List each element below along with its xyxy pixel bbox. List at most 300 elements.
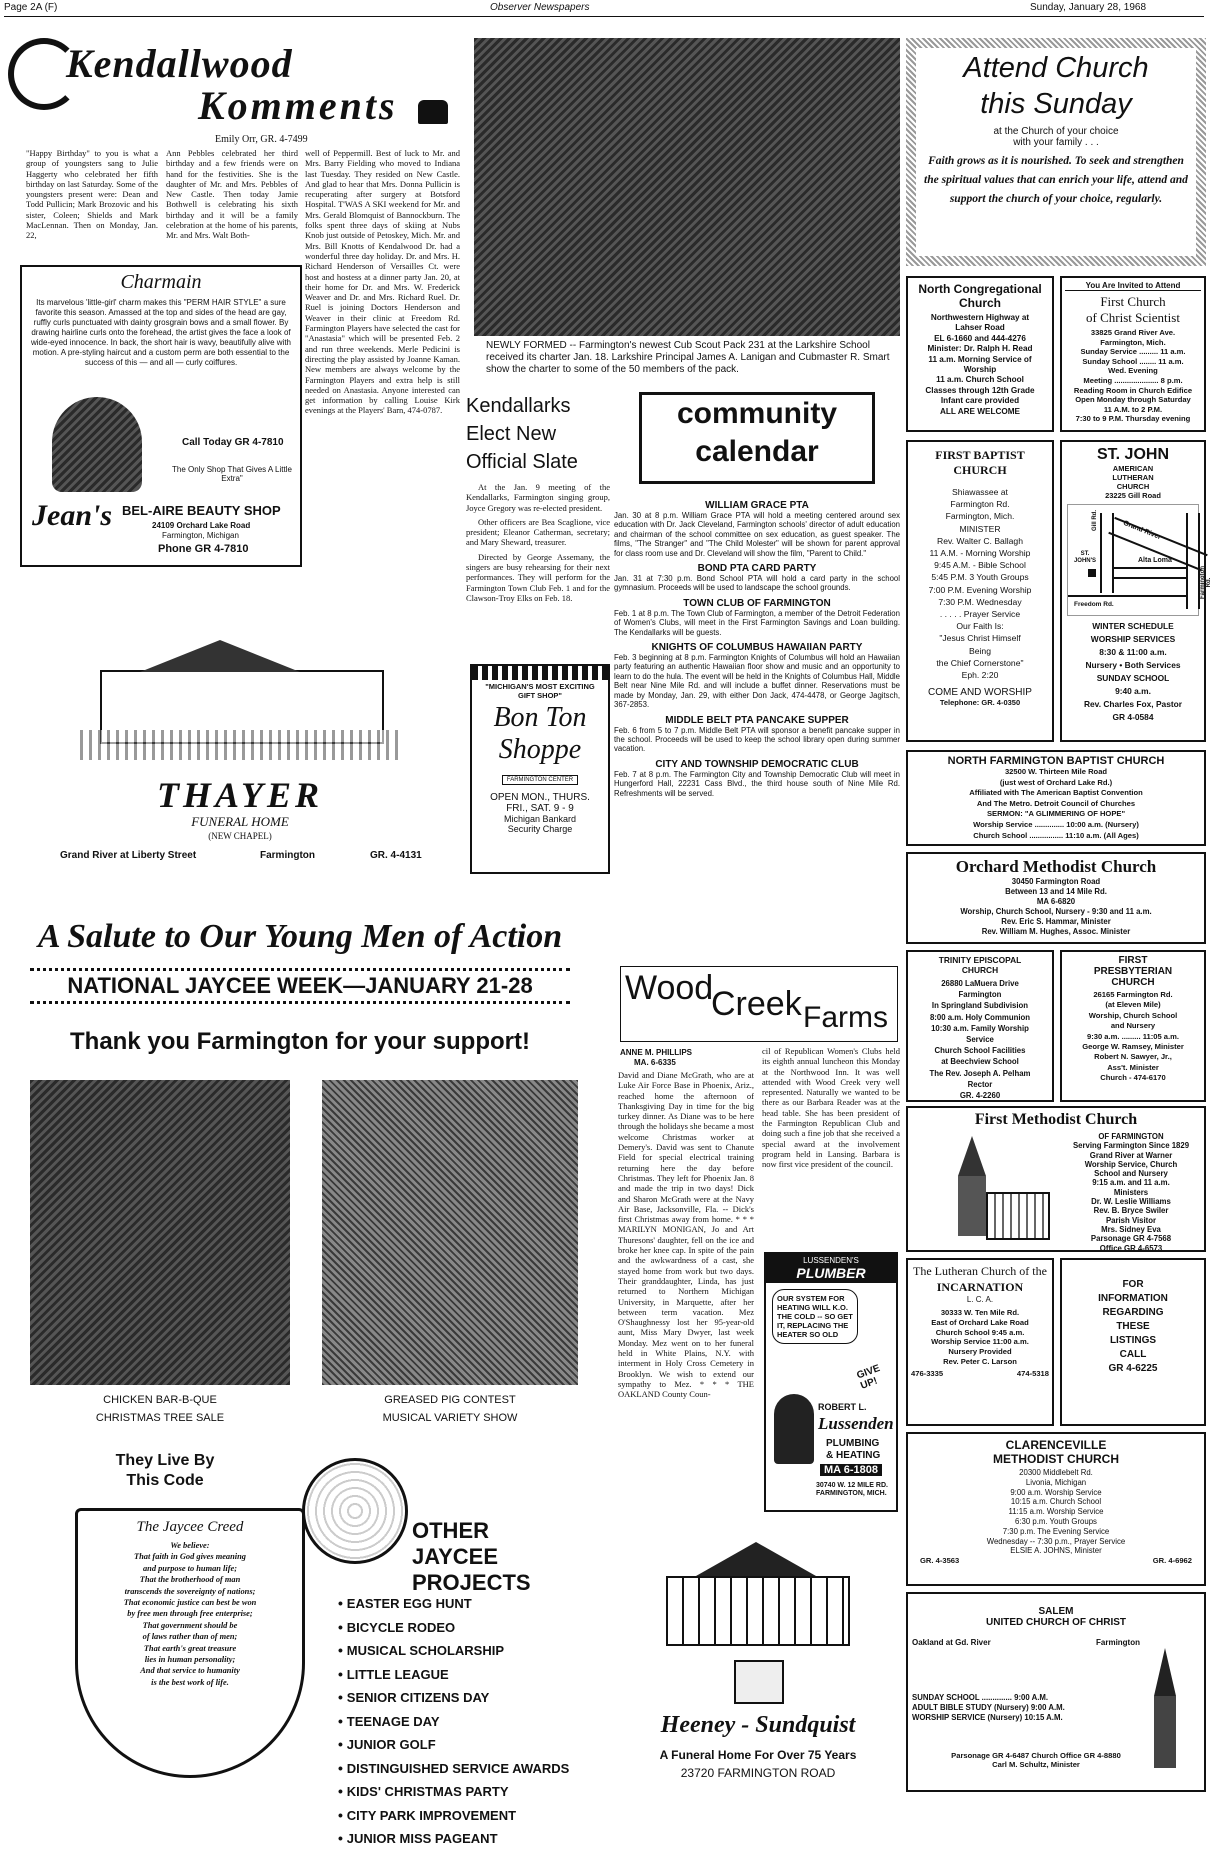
creed-line: And that service to humanity bbox=[140, 1666, 240, 1676]
listing-line: Ass't. Minister bbox=[1107, 1062, 1159, 1072]
calendar-title2: calendar bbox=[695, 435, 819, 468]
bonton-hours2: FRI., SAT. 9 - 9 bbox=[506, 803, 574, 814]
thayer-phone: GR. 4-4131 bbox=[370, 850, 422, 861]
listing-line: 9:30 a.m. ......... 11:05 a.m. bbox=[1086, 1031, 1180, 1041]
st-john-map bbox=[1067, 504, 1212, 616]
listing-line: Being bbox=[969, 645, 991, 656]
attend-church-banner bbox=[906, 38, 1206, 266]
listing-line: 7:30 to 9 P.M. Thursday evening bbox=[1075, 414, 1191, 424]
paper-name: Observer Newspapers bbox=[490, 2, 590, 13]
listing-line: 11 A.M. to 2 P.M. bbox=[1103, 404, 1163, 414]
thayer-sub: FUNERAL HOME bbox=[191, 814, 289, 829]
plumber-tag: LUSSENDEN'S bbox=[803, 1256, 859, 1265]
live-by-2: This Code bbox=[126, 1472, 204, 1489]
listing-line: SUNDAY SCHOOL bbox=[1096, 673, 1170, 683]
woodcreek-w2: Creek bbox=[711, 985, 802, 1023]
plumber-name: Lussenden bbox=[818, 1414, 894, 1433]
attend-line1: Attend Church bbox=[963, 52, 1149, 84]
project-item: • DISTINGUISHED SERVICE AWARDS bbox=[338, 1757, 598, 1781]
listing-line: 33825 Grand River Ave. bbox=[1090, 328, 1176, 337]
listing-line: Robert N. Sawyer, Jr., bbox=[1094, 1052, 1172, 1062]
listing-line: And The Metro. Detroit Council of Churches bbox=[976, 798, 1136, 808]
christ-sci-title2: of Christ Scientist bbox=[1086, 310, 1180, 325]
listing-line: GR 4-0584 bbox=[1112, 712, 1154, 722]
jaycee-emblem bbox=[302, 1458, 408, 1564]
listing-line: 23225 Gill Road bbox=[1105, 491, 1161, 500]
listing-line: Rector bbox=[967, 1079, 993, 1089]
listing-line: Our Faith Is: bbox=[956, 621, 1004, 632]
listing-line: WINTER SCHEDULE bbox=[1092, 621, 1174, 631]
creed-shield bbox=[75, 1508, 305, 1778]
pig-contest-photo bbox=[322, 1080, 578, 1385]
thayer-building-drawing bbox=[80, 620, 400, 770]
kendallwood-title: Kendallwood bbox=[66, 41, 293, 86]
map-farmington-road bbox=[1186, 513, 1200, 609]
for-info-box bbox=[1060, 1258, 1206, 1426]
telephone-icon bbox=[418, 100, 448, 124]
salem-minister: Carl M. Schultz, Minister bbox=[992, 1760, 1080, 1769]
st-john-sub bbox=[1065, 464, 1201, 500]
salem-title1: SALEM bbox=[1038, 1606, 1074, 1617]
kendallarks-h1: Kendallarks bbox=[466, 395, 571, 417]
clar-title1: CLARENCEVILLE bbox=[1005, 1438, 1107, 1452]
calendar-event-body: Feb. 1 at 8 p.m. The Town Club of Farmington, a member of the Detroit Federation of Women's Clubs, will meet in the First Farmington Savings and Loan building. The Kendallarks will be guests. bbox=[614, 608, 900, 637]
plumber-line2: & HEATING bbox=[826, 1450, 881, 1461]
listing-line: CHURCH bbox=[1116, 482, 1150, 491]
christ-scientist-box bbox=[1060, 276, 1206, 432]
calendar-event-body: Jan. 30 at 8 p.m. William Grace PTA will hold a meeting centered around sex education with Dr. Jack Cleveland, Farmington schools' director of adult education and chairman of the school committee on sex education, as guest speaker. The films, "The Stranger" and "The Child Molester" will be shown for parent approval for class room use and Dr. Cleveland will show the film, "Parent to Child." bbox=[614, 511, 900, 558]
project-item: • CITY PARK IMPROVEMENT bbox=[338, 1804, 598, 1828]
listing-line: 11 A.M. - Morning Worship bbox=[929, 548, 1031, 559]
plumber-bubble: OUR SYSTEM FOR HEATING WILL K.O. THE COLD -- SO GET IT, REPLACING THE HEATER SO OLD bbox=[772, 1289, 858, 1344]
heeney-address: 23720 FARMINGTON ROAD bbox=[680, 1766, 836, 1780]
listing-line: Worship Service 11:00 a.m. bbox=[931, 1337, 1029, 1347]
masthead-rule bbox=[4, 16, 1204, 17]
luth-phone1: 476-3335 bbox=[911, 1368, 944, 1378]
orchard-lines bbox=[911, 877, 1201, 937]
kendallwood-col3: well of Peppermill. Best of luck to Mr. and Mrs. Barry Fielding who moved to Indiana last Tuesday. They resided on New Castle. And glad to hear that Mrs. Donna Pullicin is recuperating after surgery at Botsford Hospital. T'WAS A SKI weekend for Mr. and Mrs. Gerald Blomquist of Bannockburn. The folks spent three days of skiing at Nubs Knob just outside of Petoskey, Mich. Mr. and Mrs. Bill Knotts of Kendalwood Dr. had a wonderful three day holiday. Dr. and Mrs. H. Richard Henderson of Versailles Ct. were host and hostess at a dinner party Jan. 20, at their home for Dr. and Mrs. W. Frederick Weaver and Dr. and Mrs. Richard Ruel. Dr. Ruel is joining Doctors Henderson and Weaver in their clinic at Freedom Rd. Farmington Players have selected the cast for "Anastasia" which will be presented Feb. 2 and run three weekends. Merle Pedicini is directing the play assisted by Joanne Kaman. New members are always welcome by the Farmington Players and extra help is still needed on Anastasia. Anyone interested can get information by calling Louise Kirk evenings at the Players' Barn, 474-0787. bbox=[305, 148, 460, 416]
calendar-event-head: BOND PTA CARD PARTY bbox=[697, 563, 817, 575]
attend-sub2: with your family . . . bbox=[1013, 137, 1099, 148]
listing-line: THESE bbox=[1116, 1321, 1150, 1332]
scout-photo-caption: NEWLY FORMED -- Farmington's newest Cub Scout Pack 231 at the Larkshire School received its charter Jan. 18. Larkshire Principal James A. Lanigan and Cubmaster R. Smart show the charter to some of the 50 members of the pack. bbox=[486, 340, 890, 375]
north-cong-lines bbox=[912, 313, 1048, 417]
listing-line: Farmington bbox=[958, 990, 1002, 1000]
kendallarks-p3: Directed by George Assemany, the singers are busy rehearsing for their next performances. They will perform for the Farmington Town Club Feb. 1 and for the Clawson-Troy Elks on Feb. 18. bbox=[466, 551, 610, 603]
listing-line: 26165 Farmington Rd. bbox=[1093, 990, 1173, 999]
calendar-event-head: WILLIAM GRACE PTA bbox=[705, 500, 809, 511]
heeney-name: Heeney - Sundquist bbox=[660, 1712, 856, 1738]
kendallarks-p2: Other officers are Bea Scaglione, vice president; Eleanor Catherman, secretary; and Mary Sheward, treasurer. bbox=[466, 516, 610, 548]
listing-line: GR. 4-2260 bbox=[959, 1091, 1001, 1101]
listing-line: Classes through 12th Grade bbox=[925, 385, 1035, 395]
north-cong-title: North Congregational Church bbox=[918, 282, 1042, 310]
listing-line: 11 a.m. Morning Service of bbox=[928, 354, 1032, 364]
listing-line: Shiawassee at bbox=[952, 487, 1008, 497]
listing-line: 8:30 & 11:00 a.m. bbox=[1099, 647, 1167, 657]
luth-title3: L. C. A. bbox=[966, 1295, 994, 1304]
pres-title3: CHURCH bbox=[1111, 977, 1155, 988]
model-portrait bbox=[52, 397, 142, 492]
listing-line: Rev. Charles Fox, Pastor bbox=[1083, 699, 1183, 709]
listing-line: 11 a.m. Church School bbox=[936, 375, 1024, 385]
listing-line: Ministers bbox=[1113, 1187, 1149, 1197]
luth-title2: INCARNATION bbox=[936, 1280, 1024, 1294]
listing-line: (just west of Orchard Lake Rd.) bbox=[999, 777, 1113, 787]
calendar-title1: community bbox=[676, 397, 838, 430]
creed-line: of laws rather than of men; bbox=[142, 1632, 238, 1642]
woodcreek-col2: cil of Republican Women's Clubs held its eighth annual luncheon this Monday at the Northwood Inn. It was well attended with Wood Creek very well represented. Naturally we wanted to be there as our Barbara Reader was at the head table. She has been president of the Farmington Republican Club and doing such a fine job that she received a special award at the involvement program held in Lansing. Barbara is now first vice president of the council. bbox=[762, 1046, 900, 1170]
live-by-1: They Live By bbox=[115, 1452, 215, 1469]
salem-city: Farmington bbox=[1096, 1638, 1140, 1647]
listing-line: 7:30 P.M. Wednesday bbox=[938, 596, 1022, 607]
bbq-caption2: CHRISTMAS TREE SALE bbox=[95, 1412, 225, 1424]
trinity-box bbox=[906, 950, 1054, 1102]
project-item: • TEENAGE DAY bbox=[338, 1710, 598, 1734]
kendallarks-p1: At the Jan. 9 meeting of the Kendallarks, Farmington singing group, Joyce Gregory was re-elected president. bbox=[466, 482, 610, 513]
listing-line: 30333 W. Ten Mile Rd. bbox=[940, 1308, 1020, 1317]
page-number: Page 2A (F) bbox=[4, 2, 58, 13]
heeney-drawing bbox=[656, 1536, 856, 1646]
listing-line: Sunday Service ......... 11 a.m. bbox=[1080, 347, 1186, 357]
attend-sub1: at the Church of your choice bbox=[993, 126, 1119, 137]
issue-date: Sunday, January 28, 1968 bbox=[1030, 2, 1147, 13]
listing-line: Wed. Evening bbox=[1108, 366, 1158, 376]
listing-line: 5:45 P.M. 3 Youth Groups bbox=[931, 572, 1029, 583]
plumber-phone: MA 6-1808 bbox=[820, 1464, 882, 1476]
listing-line: Serving Farmington Since 1829 bbox=[1072, 1141, 1190, 1151]
creed-lines bbox=[88, 1540, 292, 1688]
first-baptist-come: COME AND WORSHIP bbox=[928, 687, 1032, 699]
listing-line: WORSHIP SERVICES bbox=[1090, 634, 1176, 644]
map-freedom-label: Freedom Rd. bbox=[1074, 601, 1114, 608]
listing-line: Between 13 and 14 Mile Rd. bbox=[1005, 887, 1107, 896]
first-pres-box bbox=[1060, 950, 1206, 1102]
listing-line: Grand River at Warner bbox=[1089, 1150, 1173, 1160]
fm-church-drawing bbox=[918, 1136, 1048, 1244]
nfb-lines bbox=[911, 767, 1201, 841]
plumber-figure bbox=[774, 1394, 814, 1464]
bbq-photo bbox=[30, 1080, 290, 1385]
listing-line: Infant care provided bbox=[940, 396, 1020, 406]
listing-line: Farmington, Mich. bbox=[945, 511, 1015, 522]
pres-title2: PRESBYTERIAN bbox=[1093, 966, 1173, 977]
calendar-event-body: Feb. 6 from 5 to 7 p.m. Middle Belt PTA will sponsor a benefit pancake supper in the school. Proceeds will be used to keep the school library open during summer vacation. bbox=[614, 725, 900, 754]
salem-box bbox=[906, 1592, 1206, 1792]
attend-line2: this Sunday bbox=[980, 88, 1132, 120]
plumber-robert: ROBERT L. bbox=[818, 1402, 867, 1412]
calendar-event-head: KNIGHTS OF COLUMBUS HAWAIIAN PARTY bbox=[651, 642, 863, 654]
project-list bbox=[338, 1592, 598, 1851]
listing-line: the Chief Cornerstone" bbox=[936, 657, 1024, 668]
bonton-stripes bbox=[472, 666, 608, 680]
kendallwood-col2: Ann Pebbles celebrated her third birthday and a few friends were on hand for the festivities. She is the daughter of Mr. and Mrs. Pebbles of New Castle. Then today Jamie Bothwell is celebrating his sixth birthday and it will be a family celebration at the home of his parents, Mr. and Mrs. Walt Both- bbox=[166, 148, 298, 241]
listing-line: Parsonage GR 4-7568 bbox=[1090, 1234, 1172, 1244]
charmain-call: Call Today GR 4-7810 bbox=[182, 437, 284, 448]
christ-sci-lines bbox=[1065, 328, 1201, 424]
salem-parsonage: Parsonage GR 4-6487 Church Office GR 4-8880 bbox=[951, 1751, 1121, 1760]
listing-line: OF FARMINGTON bbox=[1098, 1132, 1164, 1141]
listing-line: EL 6-1660 and 444-4276 bbox=[934, 333, 1026, 343]
map-alta-road bbox=[1112, 567, 1186, 579]
project-item: • SENIOR CITIZENS DAY bbox=[338, 1686, 598, 1710]
thayer-address: Grand River at Liberty Street bbox=[60, 850, 197, 861]
attend-faith: Faith grows as it is nourished. To seek and strengthen the spiritual values that can enrich your life, attend and support the church of your choice, regularly. bbox=[924, 155, 1188, 205]
bonton-ad bbox=[470, 664, 610, 874]
creed-line: That the brotherhood of man bbox=[139, 1575, 241, 1585]
calendar-event-head: MIDDLE BELT PTA PANCAKE SUPPER bbox=[665, 714, 849, 726]
project-item: • JUNIOR MISS PAGEANT bbox=[338, 1827, 598, 1851]
kendallwood-col1: "Happy Birthday" to you is what a group of youngsters sang to Julie Haggerty who celebrated her fifth birthday on last Saturday. Some of the youngsters present were: Dean and Todd Pullicin; Mark Brozovic and his sister, Coleen; Shields and Mark MacLennan. Then on Monday, Jan. 22, bbox=[26, 148, 158, 241]
listing-line: at Beechview School bbox=[941, 1057, 1019, 1067]
project-item: • KIDS' CHRISTMAS PARTY bbox=[338, 1780, 598, 1804]
listing-line: George W. Ramsey, Minister bbox=[1082, 1042, 1184, 1052]
beauty-shop-name: BEL-AIRE BEAUTY SHOP bbox=[122, 503, 281, 518]
bonton-hours1: OPEN MON., THURS. bbox=[490, 792, 590, 803]
creed-line: transcends the sovereignty of nations; bbox=[124, 1586, 256, 1596]
bonton-charge1: Michigan Bankard bbox=[503, 814, 577, 824]
listing-line: Worship, Church School, Nursery - 9:30 and 11 a.m. bbox=[960, 907, 1152, 916]
listing-line: Nursery Provided bbox=[948, 1347, 1012, 1357]
charmain-title: Charmain bbox=[120, 271, 202, 293]
beauty-shop-address2: Farmington, Michigan bbox=[162, 531, 239, 540]
creed-line: That earth's great treasure bbox=[143, 1643, 237, 1653]
charmain-ad bbox=[20, 265, 302, 567]
info-lines bbox=[1065, 1278, 1201, 1376]
listing-line: 30450 Farmington Road bbox=[1011, 877, 1101, 886]
listing-line: FOR bbox=[1122, 1279, 1144, 1290]
salem-title2: UNITED CHURCH OF CHRIST bbox=[986, 1617, 1126, 1628]
thayer-chapel: (NEW CHAPEL) bbox=[208, 831, 272, 841]
listing-line: Open Monday through Saturday bbox=[1075, 395, 1191, 405]
salem-steeple bbox=[1138, 1648, 1192, 1768]
listing-line: Eph. 2:20 bbox=[961, 670, 999, 681]
creed-line: That economic justice can best be won bbox=[123, 1598, 257, 1608]
jaycee-week: NATIONAL JAYCEE WEEK—JANUARY 21-28 bbox=[30, 968, 570, 1004]
map-farmington-label: Farmington Rd. bbox=[1200, 566, 1212, 599]
charmain-only-shop: The Only Shop That Gives A Little Extra" bbox=[172, 465, 292, 483]
pres-lines bbox=[1065, 990, 1201, 1084]
jaycee-thanks: Thank you Farmington for your support! bbox=[70, 1028, 530, 1055]
listing-line: Livonia, Michigan bbox=[1025, 1477, 1087, 1487]
listing-line: Worship, Church School bbox=[1088, 1010, 1178, 1020]
listing-line: 9:00 a.m. Worship Service bbox=[1010, 1487, 1102, 1497]
creed-line: We believe: bbox=[170, 1541, 210, 1550]
thayer-city: Farmington bbox=[260, 850, 315, 861]
calendar-event-body: Jan. 31 at 7:30 p.m. Bond School PTA will hold a card party in the school gymnasium. Proceeds will be used to landscape the school grounds. bbox=[614, 574, 900, 593]
kendallwood-byline: Emily Orr, GR. 4-7499 bbox=[215, 134, 308, 145]
listing-line: "Jesus Christ Himself bbox=[939, 633, 1021, 644]
map-gill-road bbox=[1100, 513, 1114, 593]
pig-caption2: MUSICAL VARIETY SHOW bbox=[382, 1412, 518, 1424]
clarenceville-box bbox=[906, 1432, 1206, 1586]
clar-phone2: GR. 4-6962 bbox=[1152, 1556, 1192, 1566]
luth-title: The Lutheran Church of the bbox=[913, 1264, 1047, 1278]
first-baptist-title1: FIRST BAPTIST bbox=[935, 448, 1025, 462]
luth-lines bbox=[911, 1308, 1049, 1367]
project-item: • JUNIOR GOLF bbox=[338, 1733, 598, 1757]
listing-line: SERMON: "A GLIMMERING OF HOPE" bbox=[986, 809, 1126, 819]
calendar-event-body: Feb. 3 beginning at 8 p.m. Farmington Knights of Columbus will hold an Hawaiian party featuring an authentic Hawaiian floor show and music and an opportunity to learn to do the hula. The event will be held in the Knights of Columbus Hall, Middle Belt near Nine Mile Rd. and will include a buffet dinner. Reservations must be made by Monday, Jan. 29, with either Don Jack, 474-4478, or George Jagitsch, 367-2853. bbox=[614, 653, 900, 710]
listing-line: 20300 Middlebelt Rd. bbox=[1019, 1468, 1093, 1477]
listing-line: ALL ARE WELCOME bbox=[939, 406, 1021, 416]
calendar-sign bbox=[639, 392, 875, 484]
woodcreek-byline1: ANNE M. PHILLIPS bbox=[620, 1048, 693, 1057]
listing-line: Reading Room in Church Edifice bbox=[1073, 385, 1193, 395]
kendallarks-article bbox=[466, 392, 610, 657]
bonton-badge: FARMINGTON CENTER bbox=[502, 775, 578, 785]
thayer-ad bbox=[20, 600, 460, 870]
listing-line: MINISTER bbox=[959, 523, 1001, 534]
clar-title2: METHODIST CHURCH bbox=[993, 1452, 1119, 1466]
plumber-line1: PLUMBING bbox=[826, 1438, 880, 1449]
listing-line: CALL bbox=[1119, 1349, 1147, 1360]
listing-line: 7:30 p.m. The Evening Service bbox=[1002, 1526, 1110, 1536]
listing-line: 10:30 a.m. Family Worship bbox=[931, 1023, 1029, 1033]
listing-line: Mrs. Sidney Eva bbox=[1101, 1224, 1161, 1234]
woodcreek-w3: Farms bbox=[803, 1001, 888, 1034]
listing-line: MA 6-6820 bbox=[1036, 897, 1076, 906]
listing-line: 10:15 a.m. Church School bbox=[1010, 1497, 1102, 1507]
listing-line: Minister: Dr. Ralph H. Read bbox=[927, 344, 1033, 354]
listing-line: Worship Service, Church bbox=[1084, 1159, 1178, 1169]
calendar-event-body: Feb. 7 at 8 p.m. The Farmington City and Township Democratic Club will meet in Hungerford Hall, 22231 Cass Blvd., the third house south of Nine Mile Rd. Refreshments will be served. bbox=[614, 769, 900, 798]
listing-line: Worship Service .............. 10:00 a.m. (Nursery) bbox=[973, 819, 1139, 829]
listing-line: Sunday School ........ 11 a.m. bbox=[1082, 356, 1184, 366]
listing-line: REGARDING bbox=[1102, 1307, 1164, 1318]
creed-line: lies in human personality; bbox=[144, 1655, 236, 1665]
map-grand-river-label: Grand River bbox=[1122, 519, 1162, 542]
bbq-caption1: CHICKEN BAR-B-QUE bbox=[103, 1394, 217, 1406]
listing-line: Lahser Road bbox=[955, 323, 1005, 333]
woodcreek-byline2: MA. 6-6335 bbox=[634, 1058, 676, 1067]
christ-sci-invite: You Are Invited to Attend bbox=[1065, 281, 1201, 291]
first-baptist-lines bbox=[911, 486, 1049, 681]
listing-line: ADULT BIBLE STUDY (Nursery) 9:00 A.M. bbox=[912, 1703, 1065, 1712]
trinity-title1: TRINITY EPISCOPAL bbox=[938, 955, 1022, 965]
creed-line: by free men through free enterprise; bbox=[127, 1609, 253, 1619]
st-john-box bbox=[1060, 440, 1212, 742]
listing-line: Parish Visitor bbox=[1105, 1215, 1157, 1225]
bonton-name1: Bon Ton bbox=[493, 702, 587, 733]
jeans-logo: Jean's bbox=[32, 499, 113, 532]
map-alta-label: Alta Loma bbox=[1138, 557, 1172, 564]
listing-line: Rev. Peter C. Larson bbox=[943, 1356, 1017, 1366]
heeney-ad bbox=[616, 1528, 900, 1790]
listing-line: Affiliated with The American Baptist Convention bbox=[969, 788, 1143, 798]
listing-line: Rev. B. Bryce Swiler bbox=[1093, 1206, 1169, 1216]
salem-location: Oakland at Gd. River bbox=[912, 1638, 991, 1647]
komments-title: Komments bbox=[198, 83, 398, 128]
listing-line: Church School ................ 11:10 a.m. (All Ages) bbox=[973, 830, 1139, 840]
listing-line: 9:15 a.m. and 11 a.m. bbox=[1092, 1178, 1170, 1188]
pres-title1: FIRST bbox=[1118, 955, 1148, 966]
lutheran-inc-box bbox=[906, 1258, 1054, 1426]
listing-line: Worship bbox=[963, 365, 997, 375]
listing-line: . . . . . Prayer Service bbox=[939, 609, 1021, 620]
woodcreek-col1: David and Diane McGrath, who are at Luke Air Force Base in Phoenix, Ariz., reached home the afternoon of Thanksgiving Day in time for the big turkey dinner. As Diane was to be here through the holidays she became a most welcome Christmas worker at Demery's. David was sent to Chanute Field for special electrical training returning here the day before Christmas. They left for Phoenix Jan. 8 and made the trip in two days! Dick and Sharon McGrath were at the Navy Air Base, Jacksonville, Fla. -- Dick's first Christmas away from home. * * * MARILYN MONIGAN, Jo and Art Thuresons' daughter, fell on the ice and broke her knee cap. In spite of the pain and the awkwardness of a cast, she stayed home from work but two days. Their granddaughter, Linda, has just returned to Northern Michigan University, in Marquette, after her between term vacation. Mez O'Shaughnessy lost her 95-year-old aunt, Miss Mary Dwyer, last week Monday. Mez went on to her funeral held in White Plains, N.Y. with interment in Holy Cross Cemetery in Brooklyn. We wish to extend our sympathy to Mez. * * * THE OAKLAND County Coun- bbox=[618, 1070, 754, 1400]
christ-sci-title1: First Church bbox=[1100, 294, 1166, 309]
heeney-monogram bbox=[734, 1660, 784, 1704]
beauty-shop-address1: 24109 Orchard Lake Road bbox=[152, 521, 251, 530]
nfb-title: NORTH FARMINGTON BAPTIST CHURCH bbox=[947, 755, 1165, 767]
plumber-giveup: GIVE UP! bbox=[855, 1362, 882, 1392]
clar-lines bbox=[912, 1468, 1200, 1556]
listing-line: and Nursery bbox=[1110, 1021, 1156, 1031]
creed-line: That government should be bbox=[142, 1620, 238, 1630]
thayer-name: THAYER bbox=[156, 775, 324, 815]
listing-line: INFORMATION bbox=[1098, 1293, 1168, 1304]
trinity-title2: CHURCH bbox=[961, 965, 999, 975]
woodcreek-header bbox=[620, 966, 898, 1042]
listing-line: 11:15 a.m. Worship Service bbox=[1008, 1507, 1104, 1517]
listing-line: East of Orchard Lake Road bbox=[931, 1317, 1029, 1327]
orchard-title: Orchard Methodist Church bbox=[955, 857, 1157, 876]
listing-line: Nursery • Both Services bbox=[1085, 660, 1181, 670]
listing-line: In Springland Subdivision bbox=[931, 1001, 1029, 1011]
plumber-ad bbox=[764, 1252, 898, 1512]
st-john-lines bbox=[1065, 620, 1201, 724]
listing-line: Farmington, Mich. bbox=[1100, 337, 1166, 347]
community-calendar bbox=[614, 392, 900, 912]
creed-line: That faith in God gives meaning bbox=[134, 1552, 246, 1562]
project-item: • LITTLE LEAGUE bbox=[338, 1663, 598, 1687]
swirl-ornament bbox=[8, 38, 80, 110]
project-item: • BICYCLE RODEO bbox=[338, 1616, 598, 1640]
map-stjohns-label: ST. JOHN'S bbox=[1073, 551, 1097, 564]
listing-line: Dr. W. Leslie Williams bbox=[1091, 1197, 1171, 1207]
creed-title: The Jaycee Creed bbox=[136, 1519, 244, 1535]
first-baptist-phone: Telephone: GR. 4-0350 bbox=[939, 698, 1021, 708]
fm-lines bbox=[1058, 1132, 1204, 1253]
listing-line: 9:45 A.M. - Bible School bbox=[934, 560, 1026, 571]
jaycee-salute: A Salute to Our Young Men of Action bbox=[37, 918, 563, 955]
north-farm-baptist-box bbox=[906, 750, 1206, 846]
creed-line: and purpose to human life; bbox=[142, 1563, 237, 1573]
first-baptist-title2: CHURCH bbox=[953, 463, 1007, 477]
listing-line: Rev. Eric S. Hammar, Minister bbox=[1001, 917, 1111, 926]
listing-line: Church - 474-6170 bbox=[1100, 1073, 1166, 1083]
kendallarks-h2: Elect New bbox=[466, 423, 557, 445]
listing-line: Farmington Rd. bbox=[950, 499, 1010, 510]
other-1: OTHER bbox=[412, 1518, 489, 1543]
fm-title: First Methodist Church bbox=[974, 1111, 1138, 1128]
clar-phone1: GR. 4-3563 bbox=[920, 1556, 960, 1566]
first-baptist-box bbox=[906, 440, 1054, 742]
listing-line: LISTINGS bbox=[1109, 1335, 1157, 1346]
map-gill-label: Gill Rd. bbox=[1092, 510, 1098, 531]
listing-line: 6:30 p.m. Youth Groups bbox=[1015, 1516, 1097, 1526]
trinity-lines bbox=[911, 978, 1049, 1101]
woodcreek-w1: Wood bbox=[625, 969, 714, 1007]
st-john-title: ST. JOHN bbox=[1096, 446, 1169, 463]
project-item: • EASTER EGG HUNT bbox=[338, 1592, 598, 1616]
cub-scout-photo bbox=[474, 38, 900, 336]
listing-line: 7:00 P.M. Evening Worship bbox=[928, 584, 1032, 595]
listing-line: Rev. Walter C. Ballagh bbox=[937, 535, 1023, 546]
listing-line: AMERICAN bbox=[1112, 464, 1154, 473]
north-congregational-box bbox=[906, 276, 1054, 432]
listing-line: 9:40 a.m. bbox=[1115, 686, 1151, 696]
listing-line: Rev. William M. Hughes, Assoc. Minister bbox=[981, 927, 1131, 936]
bonton-charge2: Security Charge bbox=[507, 824, 573, 834]
listing-line: GR 4-6225 bbox=[1108, 1363, 1158, 1374]
project-item: • MUSICAL SCHOLARSHIP bbox=[338, 1639, 598, 1663]
listing-line: 32500 W. Thirteen Mile Road bbox=[1004, 767, 1108, 776]
kendallwood-header bbox=[8, 38, 460, 128]
charmain-text: Its marvelous 'little-girl' charm makes this "PERM HAIR STYLE" a sure favorite this season. Amassed at the top and sides of the head are gay, ruffly curls punctuated with dainty grosgrain bows and a small flower. By drawing hairline curls onto the forehead, the artist gives the face a look of wide-eyed innocence. In back, the short hair is wavy, beautifully alive with motion. A pre-styling haircut and a custom perm are both essential to the success of this — and all — curly coiffures. bbox=[31, 298, 291, 367]
jaycee-ad bbox=[20, 918, 600, 1846]
